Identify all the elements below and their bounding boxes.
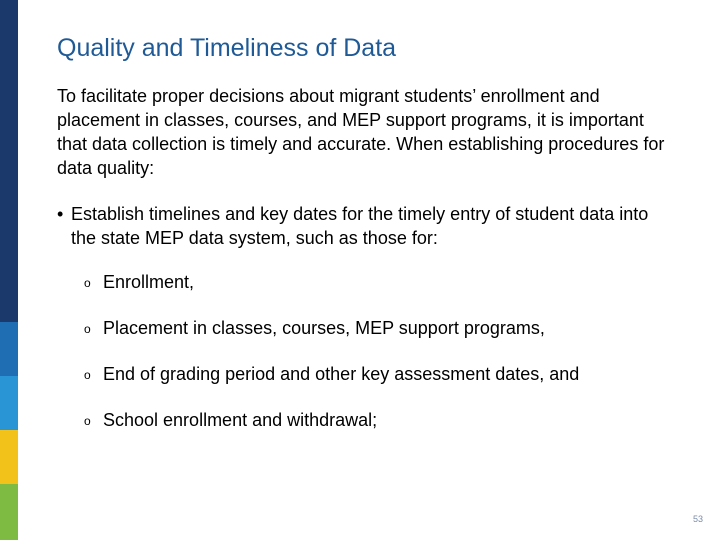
circle-bullet-icon: o — [84, 368, 91, 382]
circle-bullet-icon: o — [84, 414, 91, 428]
list-item — [84, 362, 684, 408]
list-item-text: Enrollment, — [103, 272, 195, 292]
sidebar-segment-navy — [0, 0, 18, 322]
list-item — [84, 270, 684, 316]
list-item — [84, 408, 684, 454]
slide-title: Quality and Timeliness of Data — [57, 34, 397, 62]
sidebar-segment-green — [0, 484, 18, 540]
circle-bullet-icon: o — [84, 322, 91, 336]
sidebar-segment-blue — [0, 322, 18, 376]
bullet-marker: • — [57, 204, 64, 224]
sub-bullet-list — [84, 270, 684, 454]
sidebar-color-bar — [0, 0, 18, 540]
intro-paragraph: To facilitate proper decisions about migrant students’ enrollment and placement in classes, courses, and MEP support programs, it is important that data collection is timely and accurate. When establishing procedures for data quality: — [57, 86, 665, 178]
sidebar-segment-yellow — [0, 430, 18, 484]
list-item-text: Placement in classes, courses, MEP support programs, — [103, 318, 545, 338]
list-item-text: School enrollment and withdrawal; — [103, 410, 378, 430]
main-bullet — [57, 202, 677, 250]
bullet-text: Establish timelines and key dates for the timely entry of student data into the state MEP data system, such as those for: — [71, 204, 649, 248]
sidebar-segment-light-blue — [0, 376, 18, 430]
list-item — [84, 316, 684, 362]
list-item-text: End of grading period and other key assessment dates, and — [103, 364, 580, 384]
circle-bullet-icon: o — [84, 276, 91, 290]
page-number: 53 — [692, 514, 703, 524]
